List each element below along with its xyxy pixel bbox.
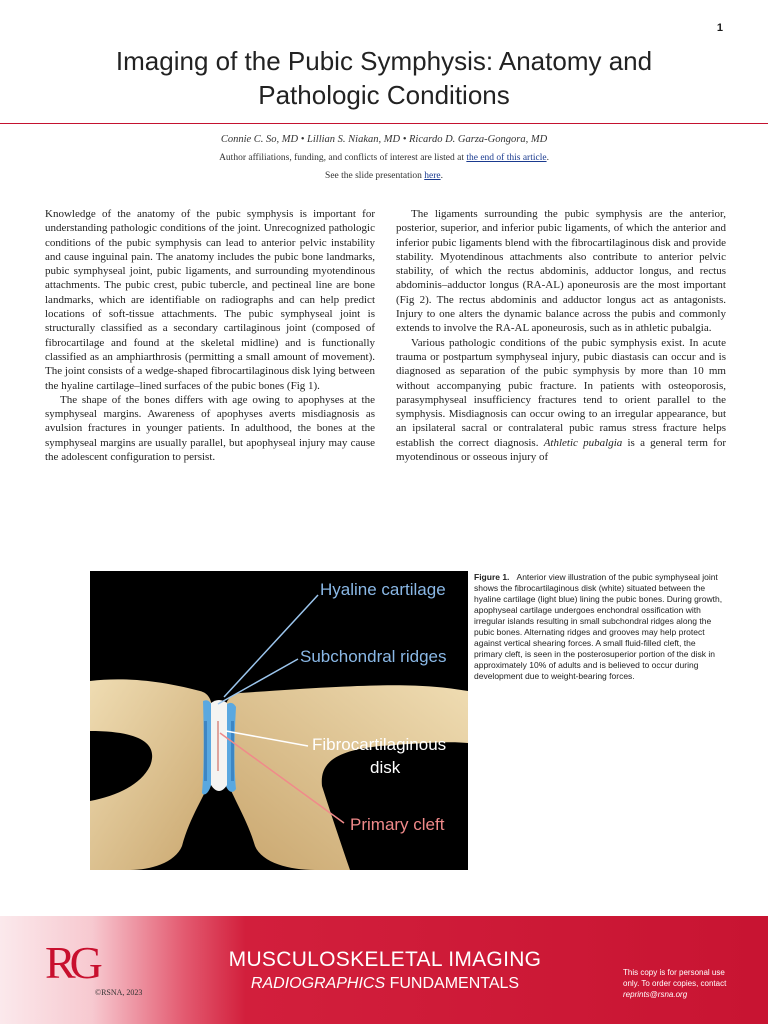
body-paragraph: Knowledge of the anatomy of the pubic symphysis is important for understanding pathologic conditions of the joint. Unrecognized pathologic conditions of the pubic symphysis can lead to anterior pelvic instability and cause inguinal pain. The anatomy includes the pubic bone landmarks, pubic symphyseal joint, pubic ligaments, and surrounding myotendinous attachments. The pubic crest, pubic tubercle, and pectineal line are bone landmarks, which are identifiable on radiographs and can help predict locations of soft-tissue attachments. The pubic symphyseal joint is structurally classified as a secondary cartilaginous joint (composed of fibrocartilage and found at the skeletal midline) and is functionally classified as an amphiarthrosis (permitting a small amount of movement). The joint consists of a wedge-shaped fibrocartilaginous disk lying between the hyaline cartilage–lined surfaces of the pubic bones (Fig 1). [45,208,375,392]
caption-label: Figure 1. [474,572,510,582]
figure-1-illustration [90,571,468,870]
affiliations-suffix: . [546,153,549,163]
body-paragraph: The ligaments surrounding the pubic symphysis are the anterior, posterior, superior, and inferior pubic ligaments, of which the anterior and inferior pubic ligaments blend with the fibrocartilaginous disk and provide stability. Myotendinous attachments also contribute to anterior pelvic stability, of which the rectus abdominis, adductor longus, and rectus abdominis–adductor longus (RA-AL) aponeurosis are the most important (Fig 2). The rectus abdominis and adductor longus act as antagonists. Injury to one alters the dynamic balance across the pubis and commonly extends to involve the RA-AL aponeurosis, such as in athletic pubalgia. [396,208,726,335]
label-primary-cleft: Primary cleft [350,815,445,834]
hyaline-pointer [224,595,318,697]
body-column-right [396,207,726,464]
end-of-article-link[interactable]: the end of this article [466,153,547,163]
figure-1-caption [474,572,726,682]
athletic-pubalgia-term: Athletic pubalgia [543,436,623,449]
fibrocartilage-disk [211,700,227,791]
author-list: Connie C. So, MD • Lillian S. Niakan, MD • Ricardo D. Garza-Gongora, MD [220,134,548,145]
reprint-note [623,967,743,1000]
radiographics-logo: RG [45,937,97,988]
article-title [40,44,728,112]
series-journal-name: RADIOGRAPHICS [250,975,386,992]
copyright-notice: ©RSNA, 2023 [95,988,143,997]
right-pubic-bone [225,685,468,870]
title-line-2: Pathologic Conditions [258,80,510,110]
label-fibrocartilaginous: Fibrocartilaginous [312,735,447,754]
label-subchondral-ridges: Subchondral ridges [300,647,447,666]
body-paragraph: The shape of the bones differs with age owing to apophyses at the symphyseal margins. Awareness of apophyses averts misdiagnosis as avulsion fractures in younger patients. In adulthood, the bones at the symphyseal margins are usually parallel, but apophyseal injury may cause the adolescent configuration to persist. [45,393,375,464]
paragraph-text: Various pathologic conditions of the pubic symphysis exist. In acute trauma or postpartum symphyseal injury, pubic diastasis can occur and is diagnosed as separation of the pubic symphysis by more than 10 mm without accompanying pubic fracture. In patients with osteoporosis, parasymphyseal insufficiency fractures tend to orient parallel to the symphysis. Misdiagnosis can occur owing to an irregular appearance, but an ipsilateral sacral or contralateral pubic ramus stress fracture helps establish the correct diagnosis. [396,336,726,449]
body-paragraph [396,336,726,465]
body-column-left [45,207,375,464]
affiliations-note [0,153,768,163]
paragraph-tail: is a general term for myotendinous or osseous injury of [396,436,726,464]
title-divider [0,123,768,124]
slide-presentation-link[interactable]: here [424,171,441,181]
series-title [185,975,585,993]
title-line-1: Imaging of the Pubic Symphysis: Anatomy and [115,46,653,76]
series-name-rest: FUNDAMENTALS [385,975,520,992]
slides-text: See the slide presentation [325,171,425,181]
reprint-email[interactable]: reprints@rsna.org [623,990,688,999]
slides-suffix: . [440,171,443,181]
left-pubic-bone [90,679,212,870]
slides-note [0,171,768,181]
label-disk: disk [370,758,401,777]
label-hyaline-cartilage: Hyaline cartilage [320,580,446,599]
page-number: 1 [716,22,723,34]
section-title: MUSCULOSKELETAL IMAGING [228,948,542,971]
caption-text: Anterior view illustration of the pubic symphyseal joint shows the fibrocartilaginous disk (white) situated between the hyaline cartilage (light blue) lining the pubic bones. During growth, apophyseal cartilage undergoes enchondral ossification with irregular islands resulting in small subchondral ridges along the pubic bones. Alternating ridges and grooves may help protect against vertical shearing forces. A small fluid-filled cleft, the primary cleft, is seen in the posterosuperior portion of the disk in approximately 10% of adults and is believed to occur during development due to weight-bearing forces. [474,572,723,681]
affiliations-text: Author affiliations, funding, and conflicts of interest are listed at [219,153,467,163]
reprint-text: This copy is for personal use only. To order copies, contact [623,968,727,988]
